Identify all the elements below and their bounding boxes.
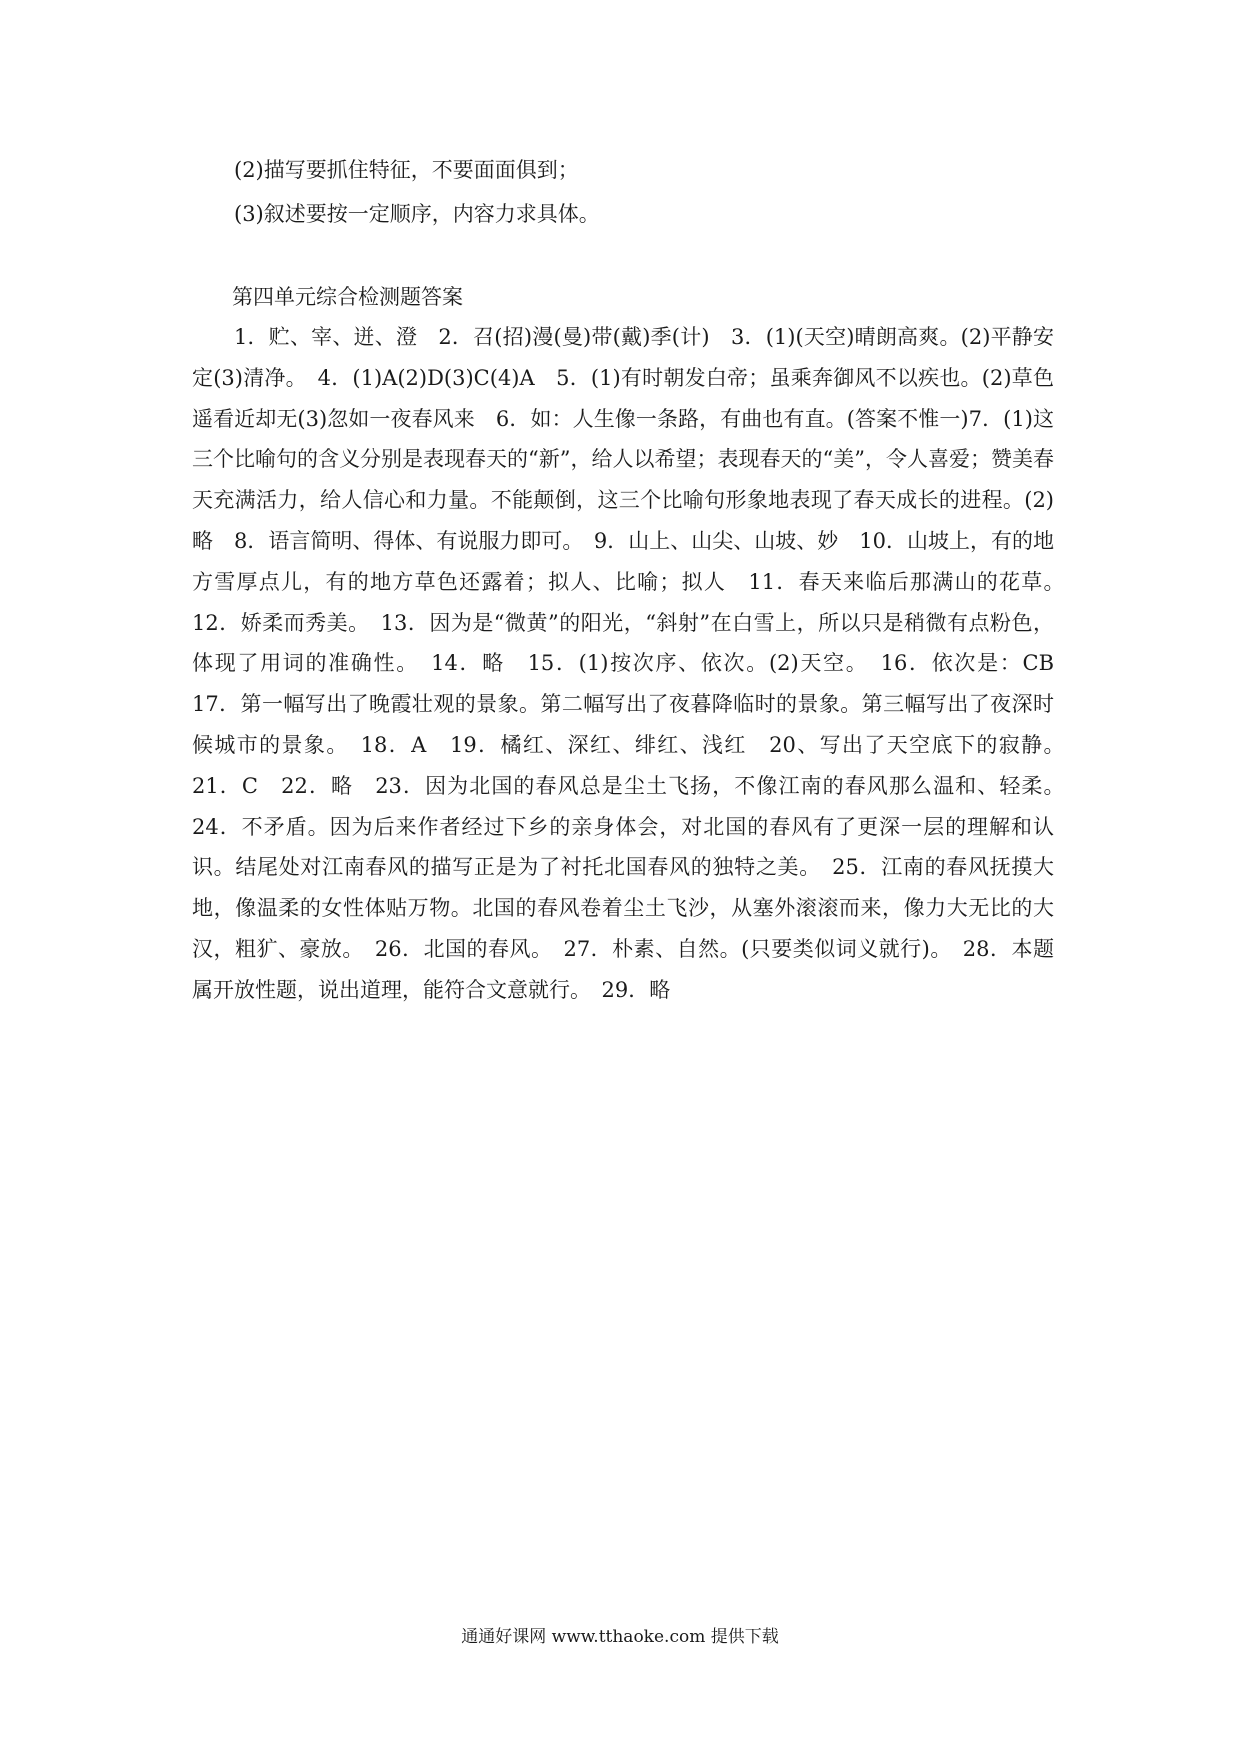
section-title: 第四单元综合检测题答案	[232, 285, 463, 309]
intro-list	[234, 148, 1054, 236]
intro-item: (2)描写要抓住特征，不要面面俱到；	[234, 158, 579, 182]
answers-paragraph: 1．贮、宰、迸、澄 2．召(招)漫(曼)带(戴)季(计) 3．(1)(天空)晴朗高爽。(2)平静安定(3)清净。 4．(1)A(2)D(3)C(4)A 5．(1)有时朝发白帝；虽乘奔御风不以疾也。(2)草色遥看近却无(3)忽如一夜春风来 6．如：人生像一条路，有曲也有直。(答案不惟一)7．(1)这三个比喻句的含义分别是表现春天的“新”，给人以希望；表现春天的“美”，令人喜爱；赞美春天充满活力，给人信心和力量。不能颠倒，这三个比喻句形象地表现了春天成长的进程。(2)略 8．语言简明、得体、有说服力即可。 9．山上、山尖、山坡、妙 10．山坡上，有的地方雪厚点儿，有的地方草色还露着；拟人、比喻；拟人 11．春天来临后那满山的花草。 12．娇柔而秀美。 13．因为是“微黄”的阳光，“斜射”在白雪上，所以只是稍微有点粉色，体现了用词的准确性。 14．略 15．(1)按次序、依次。(2)天空。 16．依次是：CB 17．第一幅写出了晚霞壮观的景象。第二幅写出了夜暮降临时的景象。第三幅写出了夜深时候城市的景象。 18．A 19．橘红、深红、绯红、浅红 20、写出了天空底下的寂静。 21．C 22．略 23．因为北国的春风总是尘土飞扬，不像江南的春风那么温和、轻柔。 24．不矛盾。因为后来作者经过下乡的亲身体会，对北国的春风有了更深一层的理解和认识。结尾处对江南春风的描写正是为了衬托北国春风的独特之美。 25．江南的春风抚摸大地，像温柔的女性体贴万物。北国的春风卷着尘土飞沙，从塞外滚滚而来，像力大无比的大汉，粗犷、豪放。 26．北国的春风。 27．朴素、自然。(只要类似词义就行)。 28．本题属开放性题，说出道理，能符合文意就行。 29．略	[192, 325, 1075, 1002]
footer-download-note: 通通好课网 www.tthaoke.com 提供下载	[461, 1627, 779, 1647]
intro-item: (3)叙述要按一定顺序，内容力求具体。	[234, 202, 600, 226]
